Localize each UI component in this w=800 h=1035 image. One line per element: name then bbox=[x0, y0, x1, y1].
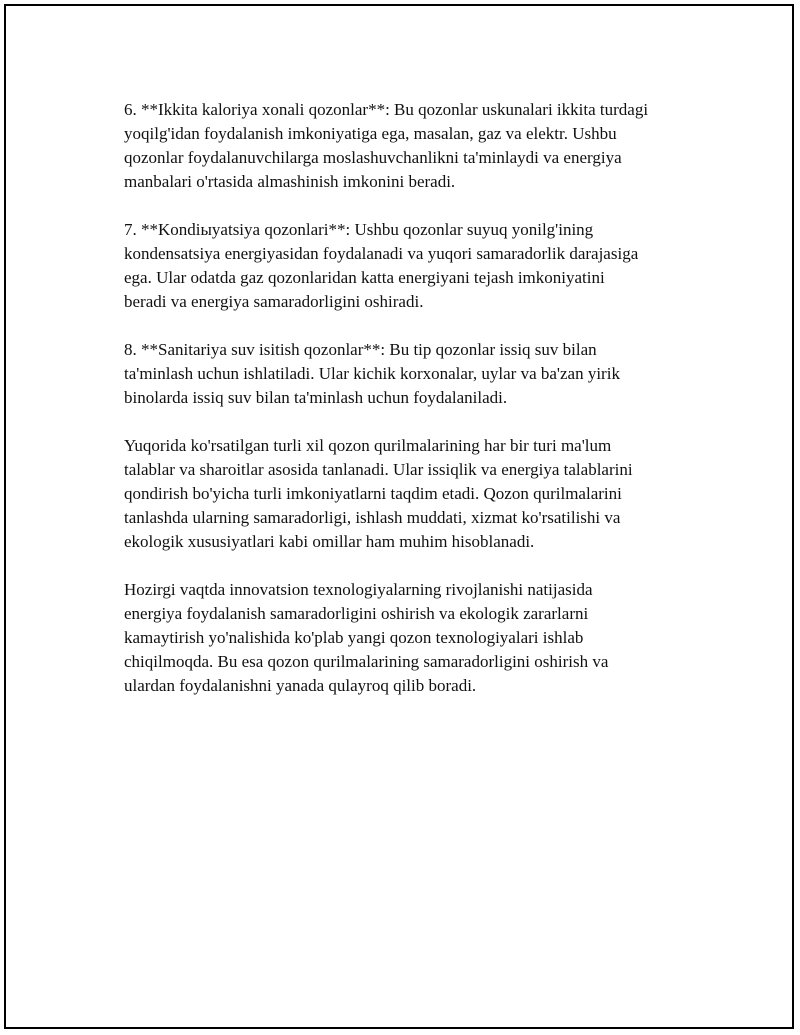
paragraph-conclusion: Hozirgi vaqtda innovatsion texnologiyalarning rivojlanishi natijasida energiya foydalanish samaradorligini oshirish va ekologik zararlarni kamaytirish yo'nalishida ko'plab yangi qozon texnologiyalari ishlab chiqilmoqda. Bu esa qozon qurilmalarining samaradorligini oshirish va ulardan foydalanishni yanada qulayroq qilib boradi. bbox=[124, 580, 609, 695]
document-body bbox=[124, 98, 714, 722]
page-frame bbox=[4, 4, 794, 1029]
paragraph-item-8: 8. **Sanitariya suv isitish qozonlar**: Bu tip qozonlar issiq suv bilan ta'minlash uchun ishlatiladi. Ular kichik korxonalar, uylar va ba'zan yirik binolarda issiq suv bilan ta'minlash uchun foydalaniladi. bbox=[124, 340, 620, 407]
paragraph-item-7: 7. **Kondiыyatsiya qozonlari**: Ushbu qozonlar suyuq yonilg'ining kondensatsiya energiyasidan foydalanadi va yuqori samaradorlik darajasiga ega. Ular odatda gaz qozonlaridan katta energiyani tejash imkoniyatini beradi va energiya samaradorligini oshiradi. bbox=[124, 220, 639, 311]
paragraph-item-6: 6. **Ikkita kaloriya xonali qozonlar**: Bu qozonlar uskunalari ikkita turdagi yoqilg'idan foydalanish imkoniyatiga ega, masalan, gaz va elektr. Ushbu qozonlar foydalanuvchilarga moslashuvchanlikni ta'minlaydi va energiya manbalari o'rtasida almashinish imkonini beradi. bbox=[124, 100, 649, 191]
paragraph-summary: Yuqorida ko'rsatilgan turli xil qozon qurilmalarining har bir turi ma'lum talablar va sharoitlar asosida tanlanadi. Ular issiqlik va energiya talablarini qondirish bo'yicha turli imkoniyatlarni taqdim etadi. Qozon qurilmalarini tanlashda ularning samaradorligi, ishlash muddati, xizmat ko'rsatilishi va ekologik xususiyatlari kabi omillar ham muhim hisoblanadi. bbox=[124, 436, 633, 551]
